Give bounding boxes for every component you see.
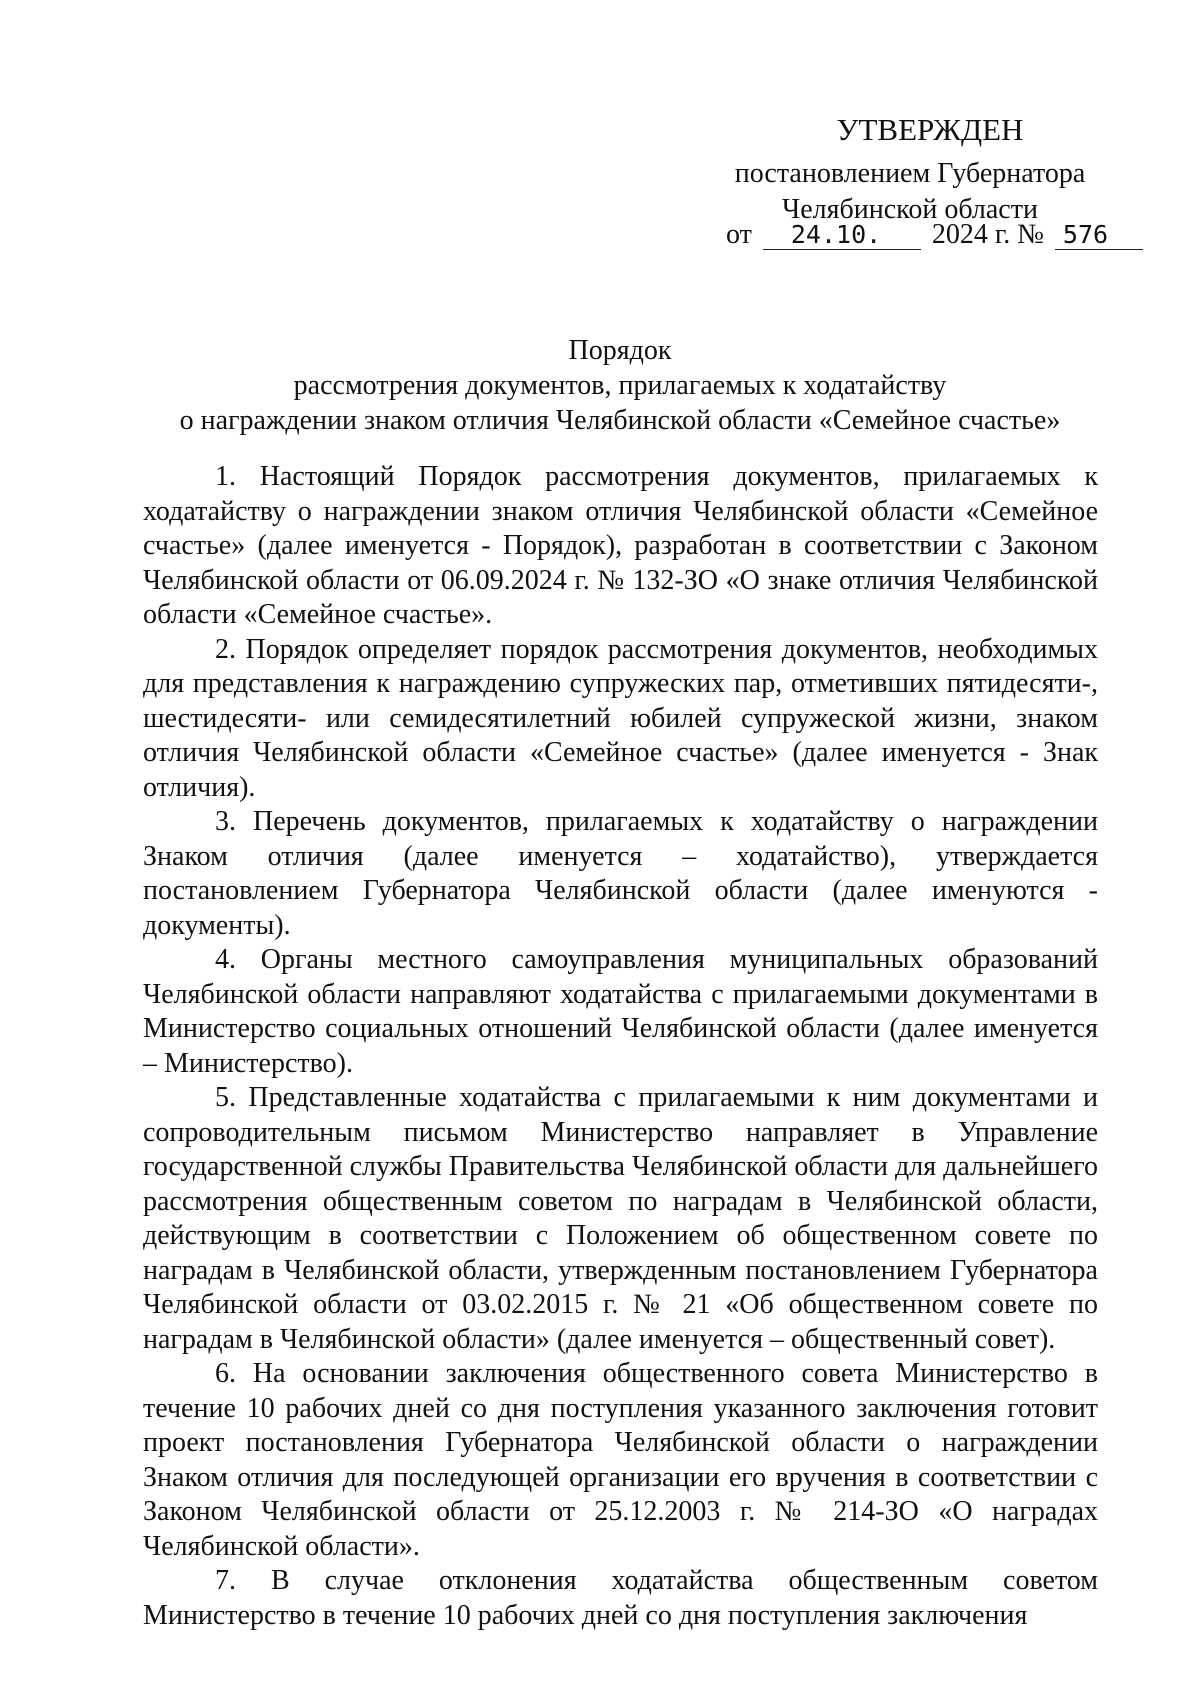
date-field: 24.10. <box>763 221 921 250</box>
paragraph-1: 1. Настоящий Порядок рассмотрения документов, прилагаемых к ходатайству о награждении знаком отличия Челябинской области «Семейное счастье» (далее именуется - Порядок), разработан в соответствии с Законом Челябинской области от 06.09.2024 г. № 132-ЗО «О знаке отличия Челябинской области «Семейное счастье». <box>143 461 1098 630</box>
paragraph-6: 6. На основании заключения общественного совета Министерство в течение 10 рабочих дней со дня поступления указанного заключения готовит проект постановления Губернатора Челябинской области о награждении Знаком отличия для последующей организации его вручения в соответствии с Законом Челябинской области от 25.12.2003 г. № 214-ЗО «О наградах Челябинской области». <box>143 1358 1098 1562</box>
approval-stamp-block <box>700 112 1120 228</box>
approval-date-line <box>726 217 1143 253</box>
approval-line-decree: постановлением Губернатора <box>734 158 1086 189</box>
title-line-1: Порядок <box>568 335 672 366</box>
paragraph-3: 3. Перечень документов, прилагаемых к ходатайству о награждении Знаком отличия (далее именуется – ходатайство), утверждается постановлением Губернатора Челябинской области (далее именуются - документы). <box>143 806 1098 941</box>
document-body <box>143 460 1098 1633</box>
paragraph-2: 2. Порядок определяет порядок рассмотрения документов, необходимых для представления к награждению супружеских пар, отметивших пятидесяти-, шестидесяти- или семидесятилетний юбилей супружеской жизни, знаком отличия Челябинской области «Семейное счастье» (далее именуется - Знак отличия). <box>143 633 1098 803</box>
date-year: 2024 г. № <box>931 219 1044 250</box>
paragraph-7: 7. В случае отклонения ходатайства общественным советом Министерство в течение 10 рабочих дней со дня поступления заключения <box>143 1565 1098 1631</box>
title-line-3: о награждении знаком отличия Челябинской области «Семейное счастье» <box>179 405 1061 436</box>
title-line-2: рассмотрения документов, прилагаемых к ходатайству <box>293 370 947 401</box>
approval-line-region: Челябинской области <box>782 194 1038 225</box>
document-title <box>140 333 1100 438</box>
date-prefix: от <box>726 219 752 250</box>
paragraph-4: 4. Органы местного самоуправления муниципальных образований Челябинской области направляют ходатайства с прилагаемыми документами в Министерство социальных отношений Челябинской области (далее именуется – Министерство). <box>143 944 1098 1079</box>
approved-heading: УТВЕРЖДЕН <box>836 112 1024 147</box>
document-number-field: 576 <box>1055 221 1143 250</box>
paragraph-5: 5. Представленные ходатайства с прилагаемыми к ним документами и сопроводительным письмом Министерство направляет в Управление государственной службы Правительства Челябинской области для дальнейшего рассмотрения общественным советом по наградам в Челябинской области, действующим в соответствии с Положением об общественном совете по наградам в Челябинской области, утвержденным постановлением Губернатора Челябинской области от 03.02.2015 г. № 21 «Об общественном совете по наградам в Челябинской области» (далее именуется – общественный совет). <box>143 1082 1098 1355</box>
